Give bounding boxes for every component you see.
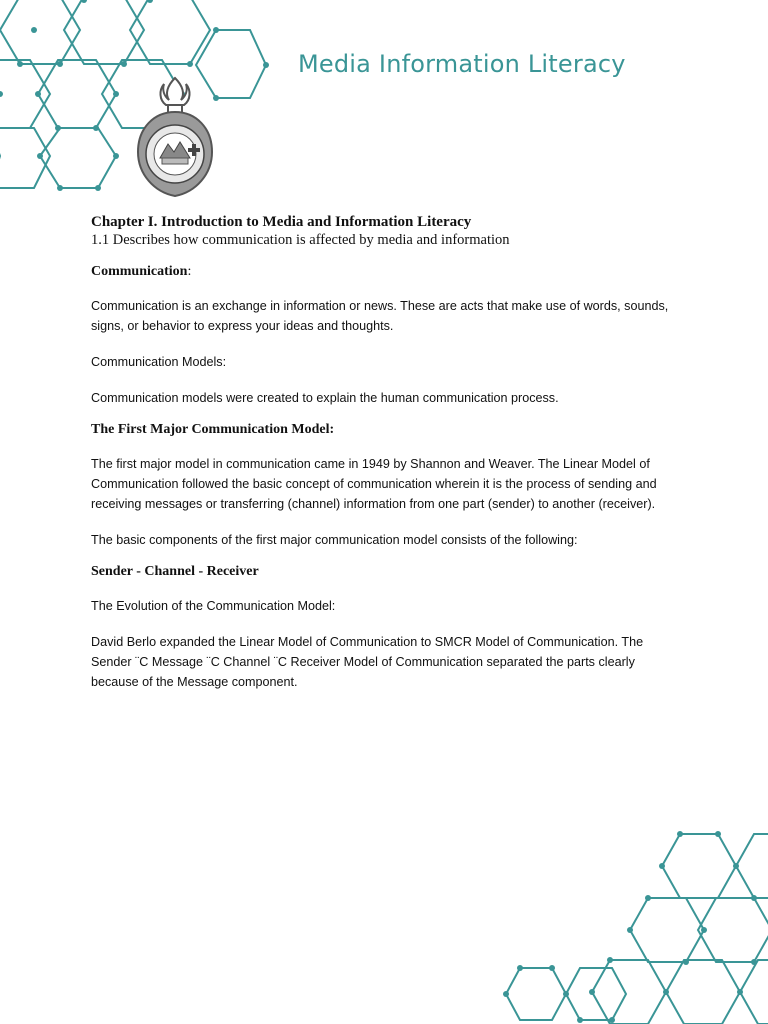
header-title: Media Information Literacy — [298, 50, 626, 78]
models-heading: Communication Models: — [91, 355, 227, 369]
first-model-heading: The First Major Communication Model: — [91, 422, 335, 437]
first-model-paragraph: The first major model in communication came in 1949 by Shannon and Weaver. The Linear Model of Communication followed the basic concept of communication wherein it is the process of sending and receiving messages or transferring (channel) information from one part (sender) to another (receiver). — [91, 457, 657, 511]
models-definition: Communication models were created to explain the human communication process. — [91, 391, 559, 405]
evolution-paragraph: David Berlo expanded the Linear Model of Communication to SMCR Model of Communication. The Sender ¨C Message ¨C Channel ¨C Receiver Model of Communication separated the parts clearly because of the Message component. — [91, 635, 644, 689]
communication-heading-text: Communication — [91, 264, 188, 279]
evolution-heading: The Evolution of the Communication Model: — [91, 599, 336, 613]
communication-heading — [91, 264, 681, 280]
communication-definition: Communication is an exchange in information or news. These are acts that make use of words, sounds, signs, or behavior to express your ideas and thoughts. — [91, 299, 669, 333]
communication-heading-colon: : — [187, 264, 192, 279]
hexagon-pattern-bottom-right — [490, 820, 768, 1024]
chapter-subtitle: 1.1 Describes how communication is affected by media and information — [91, 232, 510, 248]
school-seal-logo — [134, 72, 216, 200]
components-paragraph: The basic components of the first major communication model consists of the following: — [91, 533, 578, 547]
components-heading: Sender - Channel - Receiver — [91, 564, 259, 579]
chapter-title: Chapter I. Introduction to Media and Information Literacy — [91, 214, 472, 230]
